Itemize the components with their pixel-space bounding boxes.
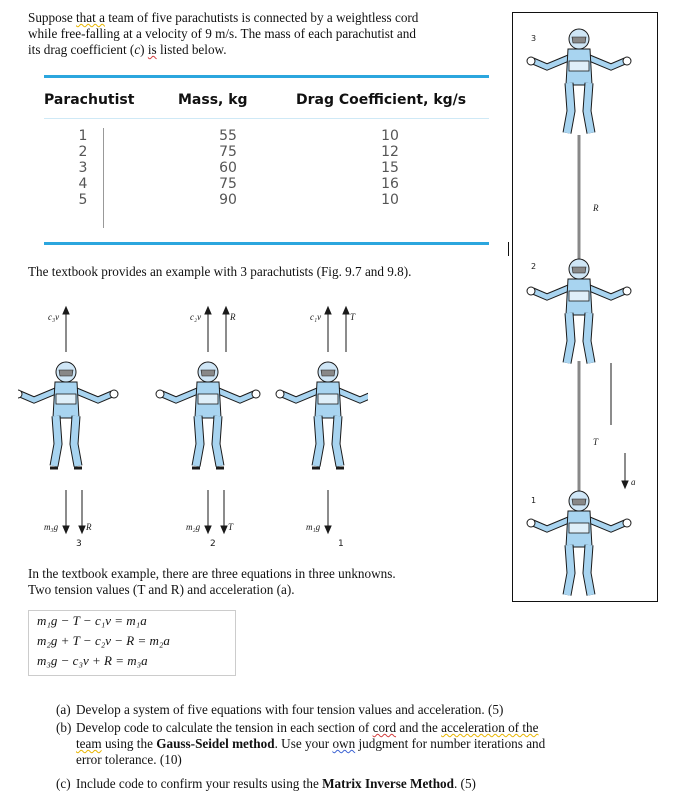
col-mass: [210, 128, 246, 208]
stacked-number-3: 3: [531, 34, 537, 43]
stacked-parachutists-figure: [512, 12, 658, 602]
col-header-parachutist: Parachutist: [44, 92, 135, 108]
question-b-label: (b): [56, 720, 72, 735]
stacked-parachutist-2-icon: [527, 259, 631, 363]
table-cell-parachutist: 5: [78, 192, 88, 208]
label-c1v: c₁v: [310, 312, 322, 322]
intro-paragraph: Suppose that a team of five parachutists is connected by a weightless cord while free-falling at a velocity of 9 m/s. The mass of each parachutist and its drag coefficient (c) is listed below.: [28, 10, 419, 57]
table-cell-mass: 60: [219, 160, 237, 176]
stacked-label-a: a: [631, 477, 636, 487]
table-separator: [103, 128, 104, 228]
text-cursor: [508, 242, 509, 256]
stacked-parachutist-3-icon: [527, 29, 631, 133]
label-r-bottom: R: [86, 522, 92, 532]
table-cell-drag: 10: [381, 128, 399, 144]
stacked-diagram: [513, 13, 657, 601]
table-header-rule: [44, 118, 489, 119]
label-t-top: T: [350, 312, 356, 322]
label-c2v: c₂v: [190, 312, 202, 322]
stacked-parachutist-1-icon: [527, 491, 631, 595]
stacked-label-r: R: [593, 203, 599, 213]
label-r-top: R: [230, 312, 236, 322]
question-a-text: Develop a system of five equations with four tension values and acceleration. (5): [76, 702, 504, 717]
table-cell-mass: 75: [219, 176, 237, 192]
question-a-label: (a): [56, 702, 71, 717]
label-m1g: m₁g: [306, 522, 321, 532]
stacked-number-1: 1: [531, 496, 537, 505]
label-m3g: m₃g: [44, 522, 59, 532]
question-b: [56, 720, 676, 772]
table-cell-drag: 16: [381, 176, 399, 192]
table-cell-parachutist: 2: [78, 144, 88, 160]
stacked-number-2: 2: [531, 262, 537, 271]
table-cell-mass: 90: [219, 192, 237, 208]
stacked-label-t: T: [593, 437, 599, 447]
table-cell-drag: 12: [381, 144, 399, 160]
table-cell-parachutist: 3: [78, 160, 88, 176]
col-header-mass: Mass, kg: [178, 92, 248, 108]
parachutist-1-icon: [276, 362, 368, 468]
question-c-label: (c): [56, 776, 71, 791]
table-cell-drag: 10: [381, 192, 399, 208]
label-c3v: c₃v: [48, 312, 60, 322]
parachutist-2-icon: [156, 362, 260, 468]
table-bottom-rule: [44, 242, 489, 245]
col-parachutist: [73, 128, 93, 208]
example-paragraph: In the textbook example, there are three equations in three unknowns. Two tension values (T and R) and acceleration (a).: [28, 566, 396, 597]
col-drag: [372, 128, 408, 208]
equation-2: m₂g + T − c₂v − R = m₂a: [37, 633, 170, 648]
label-t-bottom: T: [228, 522, 234, 532]
number-3: 3: [76, 539, 82, 549]
table-cell-mass: 55: [219, 128, 237, 144]
equation-box: [28, 610, 236, 676]
question-b-text: Develop code to calculate the tension in each section of cord and the acceleration of the team using the Gauss-Seidel method. Use your own judgment for number iterations and error tolerance. (10): [76, 720, 546, 767]
equation-1: m₁g − T − c₁v = m₁a: [37, 613, 147, 628]
textbook-note: The textbook provides an example with 3 parachutists (Fig. 9.7 and 9.8).: [28, 264, 412, 279]
question-c-text: Include code to confirm your results using the Matrix Inverse Method. (5): [76, 776, 476, 791]
table-cell-parachutist: 4: [78, 176, 88, 192]
number-1: 1: [338, 539, 344, 549]
free-body-diagrams: [18, 300, 368, 560]
number-2: 2: [210, 539, 216, 549]
table-cell-mass: 75: [219, 144, 237, 160]
equation-3: m₃g − c₃v + R = m₃a: [37, 653, 148, 668]
parachutist-3-icon: [18, 362, 118, 468]
table-cell-parachutist: 1: [78, 128, 88, 144]
table-cell-drag: 15: [381, 160, 399, 176]
col-header-drag: Drag Coefficient, kg/s: [296, 92, 467, 108]
label-m2g: m₂g: [186, 522, 201, 532]
table-top-rule: [44, 75, 489, 78]
